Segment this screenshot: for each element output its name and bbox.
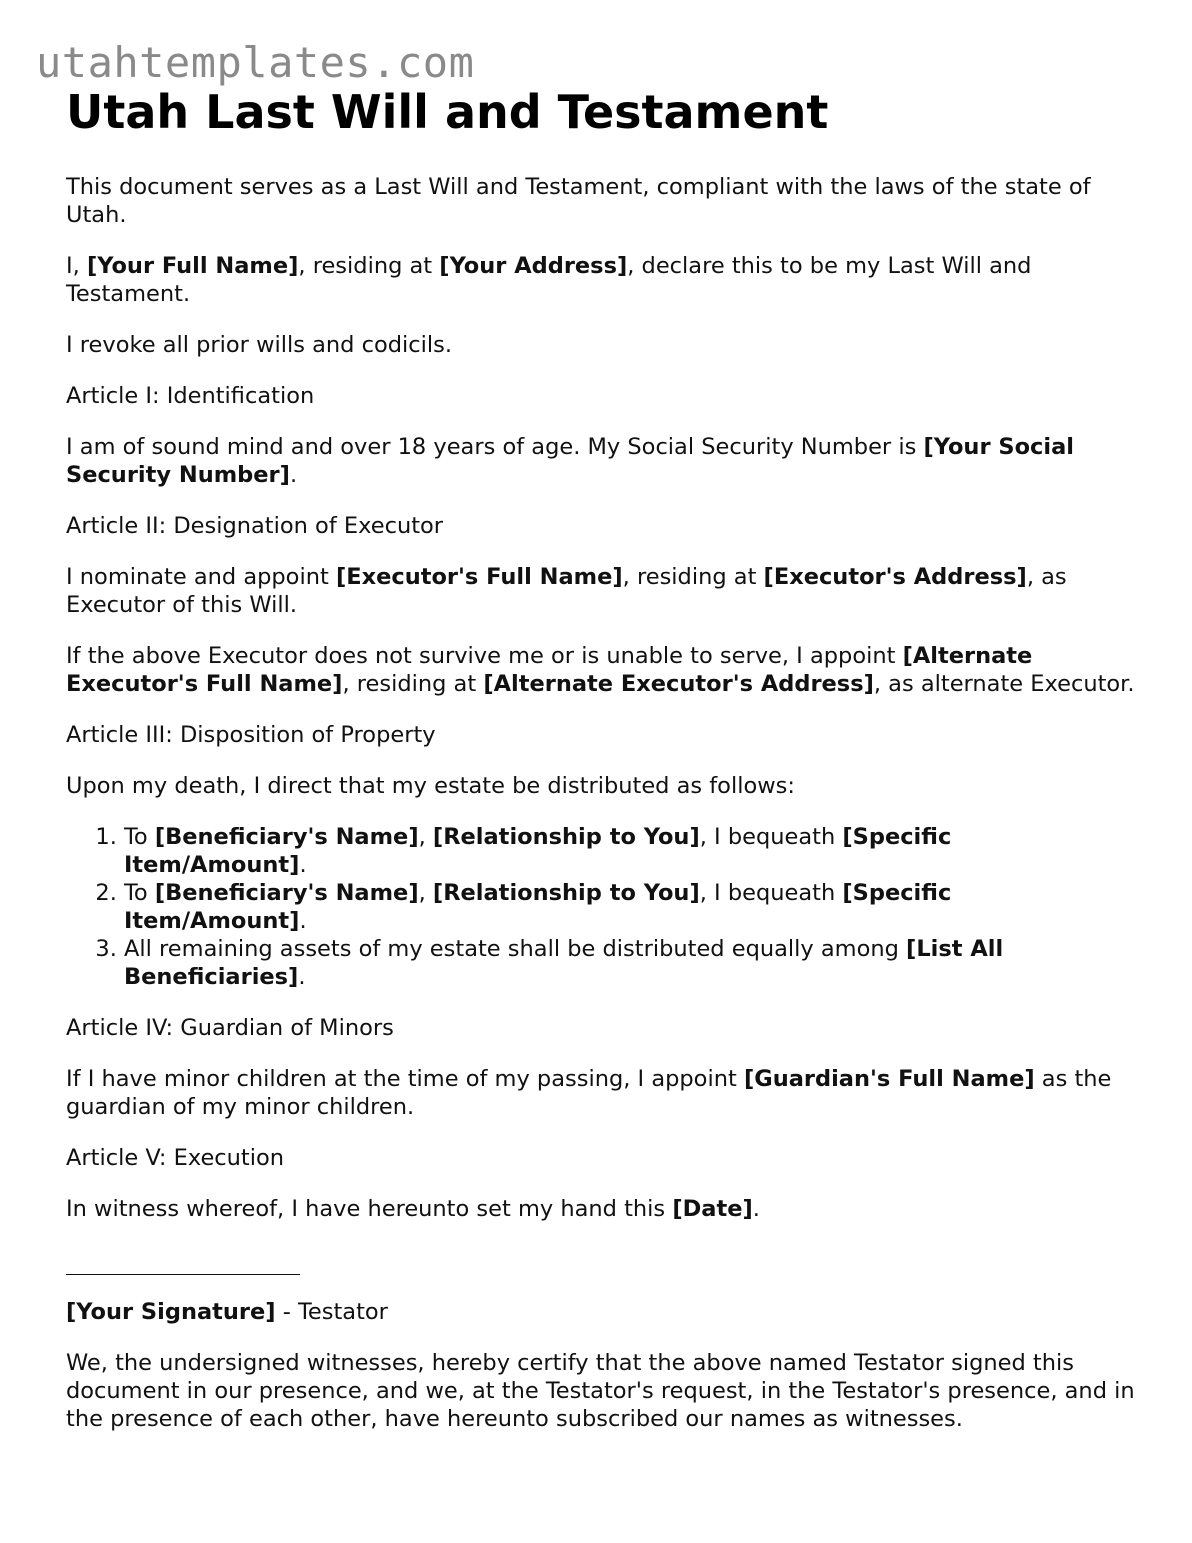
execution-text-2: .: [752, 1196, 760, 1222]
alternate-text-1: If the above Executor does not survive me or is unable to serve, I appoint: [66, 643, 903, 669]
executor-paragraph: [66, 563, 1136, 619]
executor-name-placeholder: [Executor's Full Name]: [335, 564, 623, 590]
bequest-list: [66, 823, 1136, 991]
item-text: All remaining assets of my estate shall be distributed equally among: [124, 936, 907, 962]
intro-paragraph: This document serves as a Last Will and Testament, compliant with the laws of the state of Utah.: [66, 174, 1091, 228]
relationship-placeholder: [Relationship to You]: [432, 824, 700, 850]
item-separator: ,: [418, 880, 433, 906]
alternate-executor-paragraph: [66, 642, 1136, 698]
witness-statement: We, the undersigned witnesses, hereby certify that the above named Testator signed this document in our presence, and we, at the Testator's request, in the Testator's presence, and in the presence of each other, have hereunto subscribed our names as witnesses.: [66, 1350, 1135, 1432]
specific-item-placeholder: [Specific Item/Amount]: [124, 824, 952, 878]
beneficiary-name-placeholder: [Beneficiary's Name]: [154, 880, 419, 906]
item-end: .: [298, 964, 306, 990]
execution-paragraph: [66, 1195, 1136, 1223]
list-item: [124, 823, 1136, 879]
specific-item-placeholder: [Specific Item/Amount]: [124, 880, 952, 934]
article-5-heading: Article V: Execution: [66, 1145, 285, 1171]
item-text: , I bequeath: [699, 824, 843, 850]
guardian-text-1: If I have minor children at the time of my passing, I appoint: [66, 1066, 744, 1092]
executor-text-2: , residing at: [622, 564, 764, 590]
article-1-text-1: I am of sound mind and over 18 years of age. My Social Security Number is: [66, 434, 924, 460]
page-title: Utah Last Will and Testament: [66, 85, 829, 139]
alternate-text-3: , as alternate Executor.: [873, 671, 1135, 697]
relationship-placeholder: [Relationship to You]: [432, 880, 700, 906]
item-end: .: [299, 852, 307, 878]
alternate-executor-name-placeholder: [Alternate Executor's Full Name]: [66, 643, 1033, 697]
your-address-placeholder: [Your Address]: [439, 253, 628, 279]
execution-text-1: In witness whereof, I have hereunto set my hand this: [66, 1196, 673, 1222]
signature-caption: [66, 1298, 1136, 1326]
article-1-heading: Article I: Identification: [66, 383, 315, 409]
date-placeholder: [Date]: [672, 1196, 753, 1222]
all-beneficiaries-placeholder: [List All Beneficiaries]: [124, 936, 1004, 990]
signature-placeholder: [Your Signature]: [66, 1299, 276, 1325]
list-item: [124, 879, 1136, 935]
guardian-text-2: as the guardian of my minor children.: [66, 1066, 1112, 1120]
article-1-text-2: .: [289, 462, 298, 488]
article-4-heading: Article IV: Guardian of Minors: [66, 1015, 394, 1041]
site-watermark: utahtemplates.com: [36, 38, 475, 87]
item-text: , I bequeath: [699, 880, 843, 906]
list-item: [124, 935, 1136, 991]
revoke-paragraph: I revoke all prior wills and codicils.: [66, 332, 453, 358]
declaration-text-1: I,: [66, 253, 87, 279]
document-body: [66, 84, 1136, 1433]
alternate-text-2: , residing at: [342, 671, 484, 697]
executor-text-3: , as Executor of this Will.: [66, 564, 1067, 618]
guardian-name-placeholder: [Guardian's Full Name]: [743, 1066, 1035, 1092]
article-2-heading: Article II: Designation of Executor: [66, 513, 444, 539]
alternate-executor-address-placeholder: [Alternate Executor's Address]: [483, 671, 874, 697]
item-text: To: [124, 880, 155, 906]
article-3-heading: Article III: Disposition of Property: [66, 722, 436, 748]
item-end: .: [299, 908, 307, 934]
beneficiary-name-placeholder: [Beneficiary's Name]: [154, 824, 419, 850]
item-text: To: [124, 824, 155, 850]
article-1-paragraph: [66, 433, 1136, 489]
executor-text-1: I nominate and appoint: [66, 564, 336, 590]
declaration-text-3: , declare this to be my Last Will and Testament.: [66, 253, 1032, 307]
article-3-intro: Upon my death, I direct that my estate be distributed as follows:: [66, 773, 795, 799]
item-separator: ,: [418, 824, 433, 850]
ssn-placeholder: [Your Social Security Number]: [66, 434, 1074, 488]
guardian-paragraph: [66, 1065, 1136, 1121]
declaration-text-2: , residing at: [298, 253, 440, 279]
executor-address-placeholder: [Executor's Address]: [763, 564, 1027, 590]
declaration-paragraph: [66, 252, 1136, 308]
your-full-name-placeholder: [Your Full Name]: [86, 253, 299, 279]
testator-label: - Testator: [275, 1299, 388, 1325]
signature-line: [66, 1246, 300, 1275]
